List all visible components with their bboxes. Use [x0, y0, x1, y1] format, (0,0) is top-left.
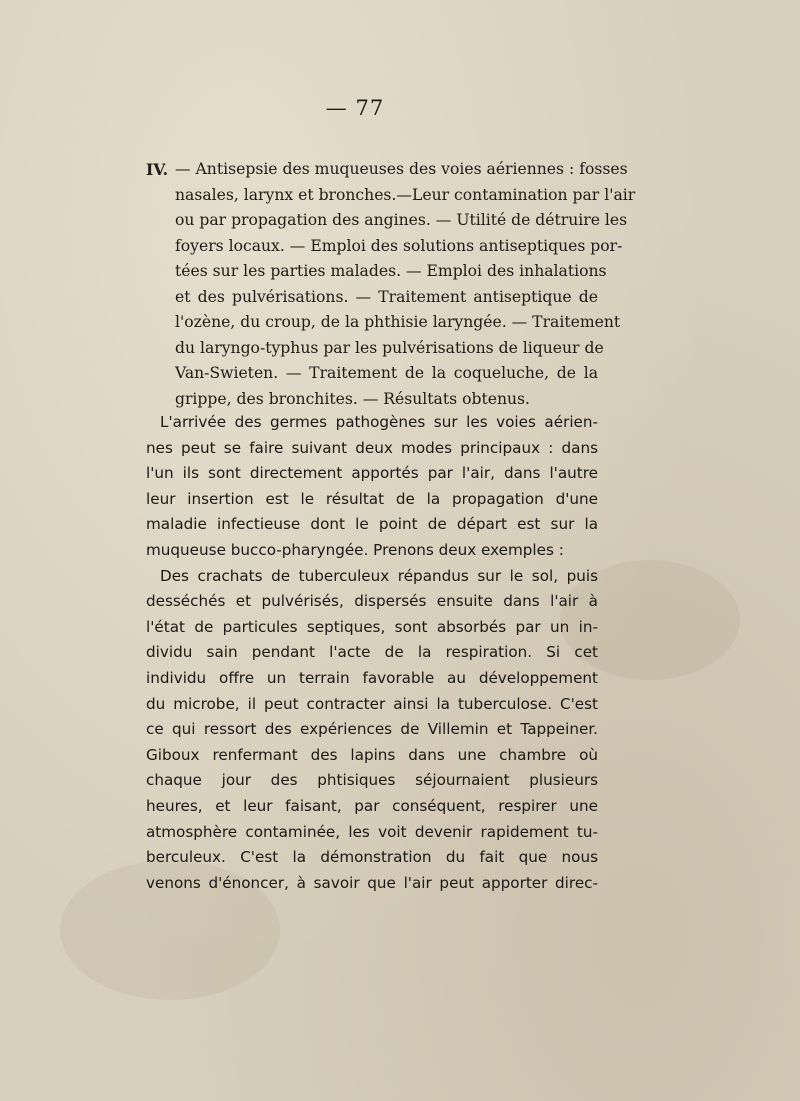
- body-line: Giboux renfermant des lapins dans une chambre où: [146, 745, 598, 764]
- summary-line: — Antisepsie des muqueuses des voies aériennes : fosses: [175, 160, 628, 178]
- summary-line: tées sur les parties malades. — Emploi des inhalations: [175, 262, 607, 280]
- chapter-summary: [146, 157, 636, 412]
- body-line: berculeux. C'est la démonstration du fait que nous: [146, 848, 598, 867]
- body-line: muqueuse bucco-pharyngée. Prenons deux exemples :: [146, 540, 564, 559]
- summary-line: ou par propagation des angines. — Utilité de détruire les: [175, 211, 628, 229]
- summary-line: et des pulvérisations. — Traitement antiseptique de: [175, 287, 598, 306]
- summary-line: nasales, larynx et bronches.—Leur contamination par l'air: [175, 185, 636, 204]
- chapter-numeral: IV.: [146, 160, 169, 179]
- body-line: ce qui ressort des expériences de Villemin et Tappeiner.: [146, 720, 598, 739]
- summary-line: du laryngo-typhus par les pulvérisations de liqueur de: [175, 338, 604, 357]
- body-paragraphs: [146, 410, 598, 896]
- body-line: nes peut se faire suivant deux modes principaux : dans: [146, 438, 598, 457]
- body-line: L'arrivée des germes pathogènes sur les voies aérien-: [160, 413, 598, 431]
- body-line: l'état de particules septiques, sont absorbés par un in-: [146, 617, 598, 636]
- summary-line: grippe, des bronchites. — Résultats obtenus.: [175, 389, 530, 408]
- body-line: leur insertion est le résultat de la propagation d'une: [146, 489, 598, 508]
- body-line: Des crachats de tuberculeux répandus sur le sol, puis: [160, 566, 598, 585]
- page-number: — 77: [325, 96, 385, 120]
- body-line: chaque jour des phtisiques séjournaient plusieurs: [146, 771, 598, 790]
- summary-text: [175, 157, 636, 412]
- body-line: du microbe, il peut contracter ainsi la tuberculose. C'est: [146, 694, 598, 713]
- summary-line: Van-Swieten. — Traitement de la coqueluche, de la: [175, 364, 598, 382]
- summary-line: foyers locaux. — Emploi des solutions antiseptiques por-: [175, 236, 623, 255]
- body-line: individu offre un terrain favorable au développement: [146, 668, 598, 687]
- body-line: desséchés et pulvérisés, dispersés ensuite dans l'air à: [146, 592, 598, 611]
- body-line: atmosphère contaminée, les voit devenir rapidement tu-: [146, 822, 598, 841]
- body-line: heures, et leur faisant, par conséquent, respirer une: [146, 796, 598, 815]
- body-line: maladie infectieuse dont le point de départ est sur la: [146, 515, 598, 534]
- body-line: dividu sain pendant l'acte de la respiration. Si cet: [146, 643, 598, 662]
- body-line: venons d'énoncer, à savoir que l'air peut apporter direc-: [146, 873, 598, 892]
- summary-line: l'ozène, du croup, de la phthisie laryngée. — Traitement: [175, 313, 621, 331]
- body-line: l'un ils sont directement apportés par l'air, dans l'autre: [146, 464, 598, 483]
